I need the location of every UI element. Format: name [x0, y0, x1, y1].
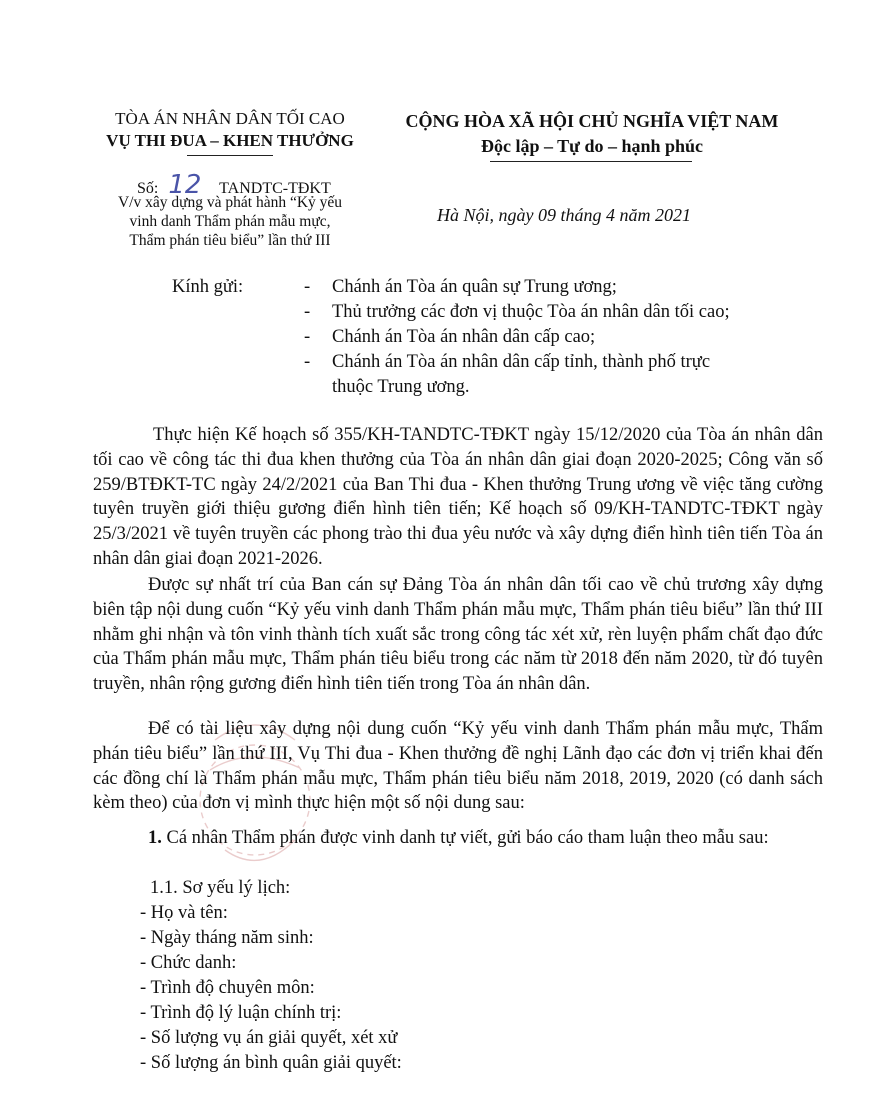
recipient-item-2: Thủ trưởng các đơn vị thuộc Tòa án nhân dân tối cao; — [332, 302, 730, 322]
national-title: CỘNG HÒA XÃ HỘI CHỦ NGHĨA VIỆT NAM — [405, 111, 779, 131]
agency-name: TÒA ÁN NHÂN DÂN TỐI CAO — [115, 109, 345, 128]
field-average-cases: - Số lượng án bình quân giải quyết: — [140, 1053, 402, 1073]
department-underline — [187, 155, 273, 156]
item-1-number: 1. — [148, 828, 162, 848]
national-motto: Độc lập – Tự do – hạnh phúc — [480, 136, 704, 156]
subject-line-1: V/v xây dựng và phát hành “Kỷ yếu — [117, 194, 343, 211]
field-cases-resolved: - Số lượng vụ án giải quyết, xét xử — [140, 1028, 398, 1048]
department-name: VỤ THI ĐUA – KHEN THƯỞNG — [106, 131, 354, 150]
recipients-label: Kính gửi: — [172, 277, 244, 297]
recipient-item-4: Chánh án Tòa án nhân dân cấp tỉnh, thành phố trực — [332, 352, 711, 372]
recipient-dash-3: - — [304, 327, 311, 347]
recipient-dash-4: - — [304, 352, 311, 372]
recipient-item-1: Chánh án Tòa án quân sự Trung ương; — [332, 277, 617, 297]
item-1-text: Cá nhân Thẩm phán được vinh danh tự viết, gửi báo cáo tham luận theo mẫu sau: — [166, 828, 769, 848]
field-birthdate: - Ngày tháng năm sinh: — [140, 928, 314, 948]
field-name: - Họ và tên: — [140, 903, 228, 923]
recipient-dash-2: - — [304, 302, 311, 322]
issue-date: Hà Nội, ngày 09 tháng 4 năm 2021 — [437, 205, 691, 225]
number-code: TANDTC-TĐKT — [219, 180, 331, 197]
field-expertise: - Trình độ chuyên môn: — [140, 978, 315, 998]
subject-line-2: vinh danh Thẩm phán mẫu mực, — [129, 213, 331, 230]
sub-heading: 1.1. Sơ yếu lý lịch: — [150, 878, 291, 898]
number-label: Số: — [137, 180, 159, 197]
motto-underline — [490, 161, 692, 162]
field-political-theory: - Trình độ lý luận chính trị: — [140, 1003, 342, 1023]
recipient-item-3: Chánh án Tòa án nhân dân cấp cao; — [332, 327, 596, 347]
field-title: - Chức danh: — [140, 953, 237, 973]
recipient-item-4-cont: thuộc Trung ương. — [332, 377, 470, 397]
recipient-dash-1: - — [304, 277, 311, 297]
body-paragraph-2: Được sự nhất trí của Ban cán sự Đảng Tòa án nhân dân tối cao về chủ trương xây dựng biên tập nội dung cuốn “Kỷ yếu vinh danh Thẩm phán mẫu mực, Thẩm phán tiêu biểu” lần thứ III nhằm ghi nhận và tôn vinh thành tích xuất sắc trong công tác xét xử, rèn luyện phẩm chất đạo đức của Thẩm phán mẫu mực, Thẩm phán tiêu biểu trong các năm từ 2018 đến năm 2020, từ đó tuyên truyền, nhân rộng gương điển hình tiên tiến trong Tòa án nhân dân. — [93, 575, 823, 695]
body-paragraph-3: Để có tài liệu xây dựng nội dung cuốn “Kỷ yếu vinh danh Thẩm phán mẫu mực, Thẩm phán tiêu biểu” lần thứ III, Vụ Thi đua - Khen thưởng đề nghị Lãnh đạo các đơn vị triển khai đến các đồng chí là Thẩm phán mẫu mực, Thẩm phán tiêu biểu năm 2018, 2019, 2020 (có danh sách kèm theo) của đơn vị mình thực hiện một số nội dung sau: — [93, 719, 823, 814]
subject-line-3: Thẩm phán tiêu biểu” lần thứ III — [129, 232, 331, 249]
body-item-1 — [93, 826, 823, 851]
handwritten-number: 12 — [168, 170, 202, 200]
body-paragraph-1: Thực hiện Kế hoạch số 355/KH-TANDTC-TĐKT ngày 15/12/2020 của Tòa án nhân dân tối cao về công tác thi đua khen thưởng của Tòa án nhân dân giai đoạn 2020-2025; Công văn số 259/BTĐKT-TC ngày 24/2/2021 của Ban Thi đua - Khen thưởng Trung ương về việc tăng cường tuyên truyền giới thiệu gương điển hình tiên tiến; Kế hoạch số 09/KH-TANDTC-TĐKT ngày 25/3/2021 về tuyên truyền các phong trào thi đua yêu nước và xây dựng điển hình tiên tiến Tòa án nhân dân giai đoạn 2021-2026. — [93, 425, 823, 569]
